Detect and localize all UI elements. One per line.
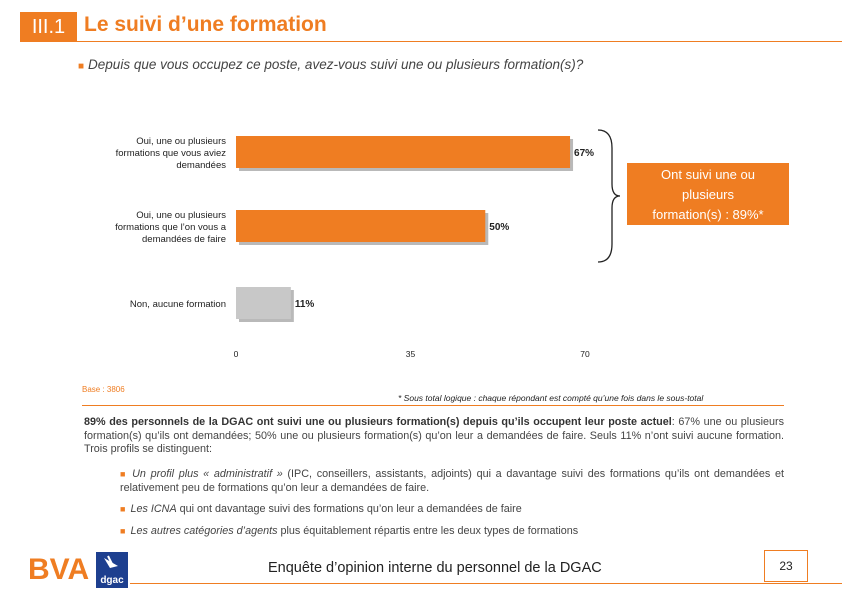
callout-line-1: Ont suivi une ou — [661, 167, 755, 182]
bar-1 — [236, 136, 570, 168]
bullet-3-text: plus équitablement répartis entre les deux types de formations — [277, 525, 579, 537]
dgac-logo — [96, 552, 128, 588]
dgac-logo-text: dgac — [100, 575, 124, 586]
brace — [598, 130, 620, 262]
bar-3 — [236, 287, 291, 319]
profile-bullet-3 — [120, 525, 784, 539]
bullet-square-icon: ■ — [78, 61, 85, 72]
summary-bold: 89% des personnels de la DGAC ont suivi une ou plusieurs formation(s) depuis qu’ils occupent leur poste actuel — [84, 416, 672, 428]
x-tick-label: 0 — [233, 349, 239, 359]
bullet-3-italic: Les autres catégories d’agents — [130, 525, 278, 537]
x-tick-label: 70 — [580, 349, 590, 359]
page-number: 23 — [764, 550, 808, 582]
callout-line-3: formation(s) : 89%* — [652, 207, 764, 222]
profile-bullet-1 — [120, 468, 784, 495]
category-label-2: demandées de faire — [142, 234, 226, 245]
category-label-2: Oui, une ou plusieurs — [136, 210, 226, 221]
question-label: Depuis que vous occupez ce poste, avez-vous suivi une ou plusieurs formation(s)? — [88, 57, 584, 72]
value-label-3: 11% — [294, 299, 315, 310]
value-label-1: 67% — [574, 148, 595, 159]
section-number: III.1 — [20, 12, 77, 42]
value-label-2: 50% — [489, 222, 510, 233]
category-label-2: formations que l’on vous a — [115, 222, 226, 233]
bullet-1-italic: Un profil plus « administratif » — [132, 468, 283, 480]
bullet-square-icon: ■ — [120, 504, 126, 514]
callout-line-2: plusieurs — [681, 187, 735, 202]
bullet-square-icon: ■ — [120, 526, 126, 536]
page-title: Le suivi d’une formation — [84, 13, 327, 36]
summary-rest: : 67% une ou plusieurs formation(s) qu’ils ont demandées; 50% une ou plusieurs formation(s) qu’on leur a demandées de faire. Seuls 11% n’ont suivi aucune formation. Trois profils se distinguent: — [84, 416, 785, 455]
section-divider — [82, 405, 784, 406]
bva-logo — [28, 552, 90, 584]
bullet-2-text: qui ont davantage suivi des formations qu’on leur a demandées de faire — [176, 503, 522, 515]
bullet-square-icon: ■ — [120, 469, 128, 479]
category-label-1: demandées — [176, 160, 226, 171]
summary-paragraph — [84, 416, 784, 457]
bullet-1-text: (IPC, conseillers, assistants, adjoints) qui a davantage suivi des formations qu’ils ont demandées et relativement peu de formations qu’on leur a demandées de faire. — [120, 468, 784, 494]
footer-title: Enquête d’opinion interne du personnel de la DGAC — [268, 560, 602, 576]
profile-bullet-2 — [120, 503, 784, 517]
footer-divider — [130, 583, 842, 584]
base-count: Base : 3806 — [82, 385, 125, 394]
category-label-1: Oui, une ou plusieurs — [136, 136, 226, 147]
bullet-2-italic: Les ICNA — [130, 503, 177, 515]
x-tick-label: 35 — [405, 349, 416, 359]
category-label-1: formations que vous aviez — [115, 148, 226, 159]
bar-2 — [236, 210, 485, 242]
category-label-3: Non, aucune formation — [129, 299, 226, 310]
bva-logo-text: BVA — [28, 553, 90, 584]
footnote: * Sous total logique : chaque répondant est compté qu’une fois dans le sous-total — [398, 393, 704, 403]
subtotal-callout — [627, 163, 789, 225]
